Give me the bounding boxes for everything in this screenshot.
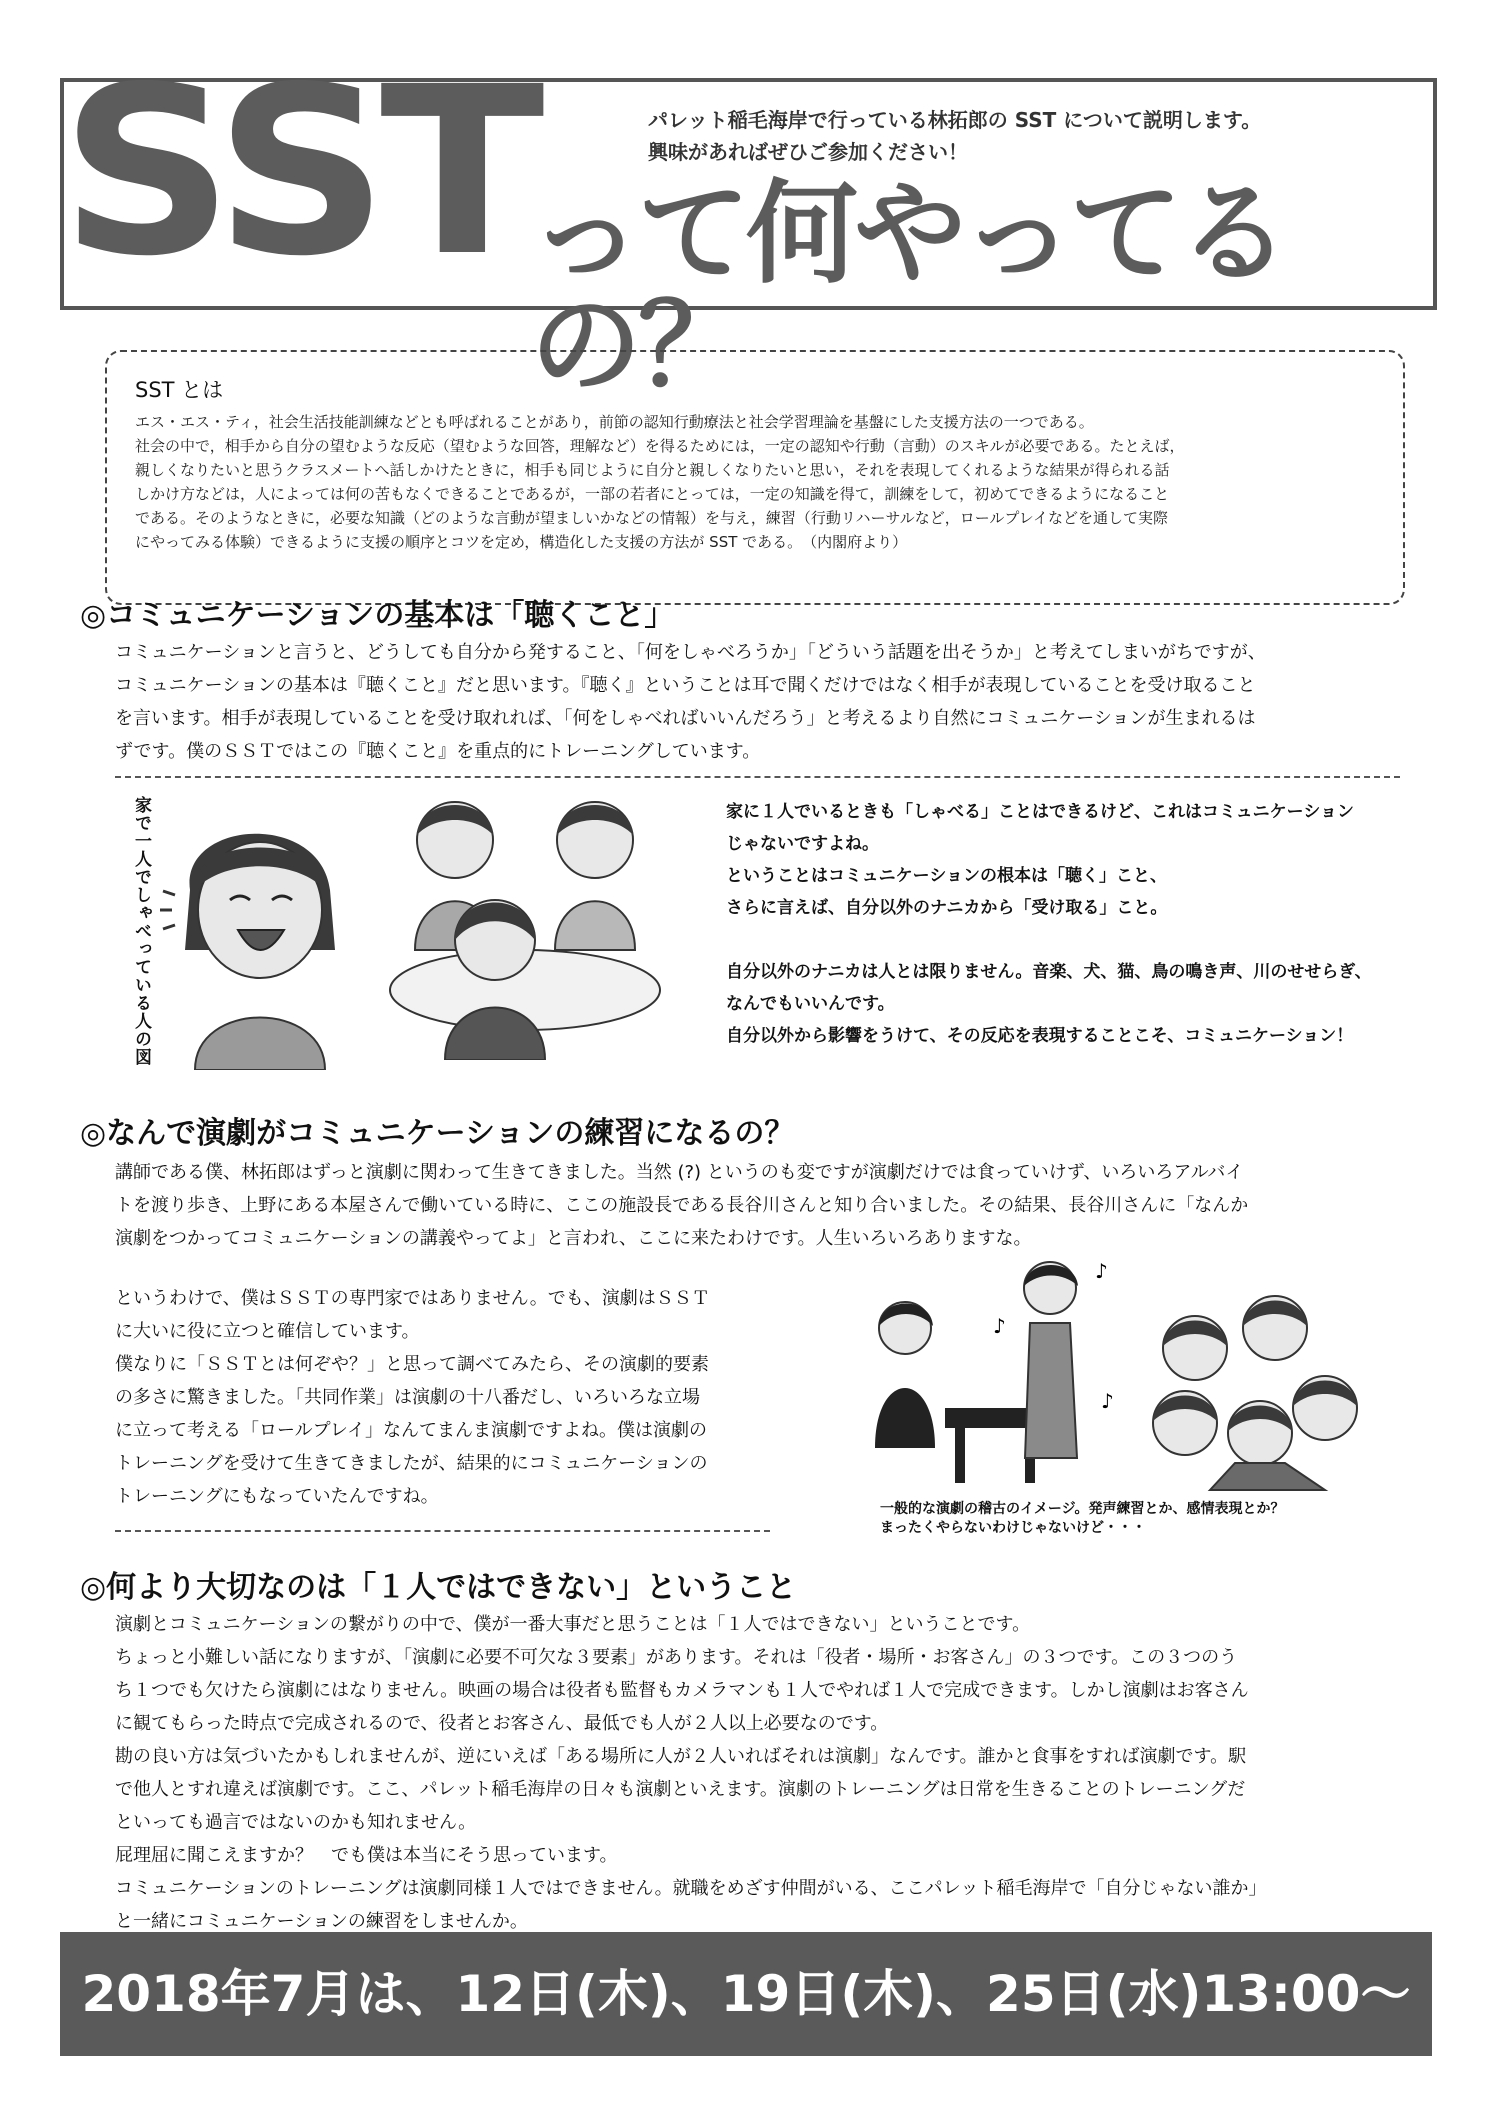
sst-box-title: SST とは [135,378,224,402]
section1-heading: ◎コミュニケーションの基本は「聴くこと」 [80,598,675,633]
sst-box-line: にやってみる体験）できるように支援の順序とコツを定め，構造化した支援の方法が SST である。 （内閣府より） [135,533,908,551]
svg-text:♪: ♪ [1101,1389,1114,1413]
sst-box-line: 親しくなりたいと思うクラスメートへ話しかけたときに，相手も同じように自分と親しくなりたいと思い，それを表現してくれるような結果が得られる話 [135,461,1170,479]
talking-person-illustration [160,800,360,1070]
section3-line: 屁理屈に聞こえますか？ でも僕は本当にそう思っています。 [115,1845,618,1866]
sst-box-line: しかけ方などは，人によっては何の苦もなくできることであるが，一部の若者にとっては，一定の知識を得て，訓練をして，初めてできるようになること [135,485,1170,503]
bold-line: さらに言えば、自分以外のナニカから「受け取る」こと。 [726,898,1168,918]
title-sst: SST [60,37,537,307]
section3-line: に観てもらった時点で完成されるので、役者とお客さん、最低でも人が２人以上必要なのです。 [115,1713,889,1734]
sst-box-line: エス・エス・ティ，社会生活技能訓練などとも呼ばれることがあり，前節の認知行動療法と社会学習理論を基盤にした支援方法の一つである。 [135,413,1094,431]
sst-definition-box [105,350,1405,605]
title-subtitle: って何やってるの？ [530,169,1286,411]
vertical-caption: 家で一人でしゃべっている人の図 [131,796,151,1066]
section1-line: を言います。相手が表現していることを受け取れれば、「何をしゃべればいいんだろう」と考えるより自然にコミュニケーションが生まれるは [115,708,1256,729]
caption-line: まったくやらないわけじゃないけど・・・ [880,1520,1146,1536]
bold-line: なんでもいいんです。 [726,994,895,1014]
section2-left-line: トレーニングを受けて生きてきましたが、結果的にコミュニケーションの [115,1453,708,1474]
section3-line: といっても過言ではないのかも知れません。 [115,1812,477,1833]
section2-left-line: トレーニングにもなっていたんですね。 [115,1486,439,1507]
section2-heading: ◎なんで演劇がコミュニケーションの練習になるの？ [80,1116,795,1151]
section2-left-line: というわけで、僕はＳＳＴの専門家ではありません。でも、演劇はＳＳＴ [115,1288,710,1309]
section2-body [115,1156,1248,1255]
svg-text:♪: ♪ [1095,1259,1108,1283]
section1-line: ずです。僕のＳＳＴではこの『聴くこと』を重点的にトレーニングしています。 [115,741,761,762]
schedule-text: 2018年7月は、12日(木)、19日(木)、25日(水)13:00～ [81,1965,1411,2023]
section1-body [115,636,1266,768]
separator [115,776,1400,778]
section3-line: 演劇とコミュニケーションの繋がりの中で、僕が一番大事だと思うことは「１人ではできない」ということです。 [115,1614,1031,1635]
intro-line-1: パレット稲毛海岸で行っている林拓郎の SST について説明します。 [648,108,1262,132]
bold-line: 自分以外から影響をうけて、その反応を表現することこそ、コミュニケーション！ [726,1026,1354,1046]
sst-box-line: 社会の中で，相手から自分の望むような反応（望むような回答，理解など）を得るためには，一定の認知や行動（言動）のスキルが必要である。たとえば， [135,437,1185,455]
bold-line: 自分以外のナニカは人とは限りません。音楽、犬、猫、鳥の鳴き声、川のせせらぎ、 [726,962,1372,982]
svg-text:♪: ♪ [993,1314,1006,1338]
section1-line: コミュニケーションと言うと、どうしても自分から発すること、「何をしゃべろうか」「どういう話題を出そうか」と考えてしまいがちですが、 [115,642,1266,663]
section2-line: トを渡り歩き、上野にある本屋さんで働いている時に、ここの施設長である長谷川さんと知り合いました。その結果、長谷川さんに「なんか [115,1195,1249,1216]
section2-left-line: に大いに役に立つと確信しています。 [115,1321,420,1342]
section3-line: ちょっと小難しい話になりますが、「演劇に必要不可欠な３要素」があります。それは「役者・場所・お客さん」の３つです。この３つのう [115,1647,1238,1668]
section2-line: 演劇をつかってコミュニケーションの講義やってよ」と言われ、ここに来たわけです。人生いろいろありますな。 [115,1228,1032,1249]
sst-box-line: である。そのようなときに，必要な知識（どのような言動が望ましいかなどの情報）を与え，練習（行動リハーサルなど，ロールプレイなどを通して実際 [135,509,1169,527]
group-conversation-illustration [385,790,675,1060]
bold-line-spacer [726,924,1372,956]
section3-heading: ◎何より大切なのは「１人ではできない」ということ [80,1570,797,1605]
section2-left-line: 僕なりに「ＳＳＴとは何ぞや？」と思って調べてみたら、その演劇的要素 [115,1354,709,1375]
bold-line: 家に１人でいるときも「しゃべる」ことはできるけど、これはコミュニケーション [726,802,1354,822]
section3-line: と一緒にコミュニケーションの練習をしませんか。 [115,1911,528,1932]
intro-line-2: 興味があればぜひご参加ください！ [648,140,968,164]
section3-line: で他人とすれ違えば演劇です。ここ、パレット稲毛海岸の日々も演劇といえます。演劇のトレーニングは日常を生きることのトレーニングだ [115,1779,1246,1800]
caption-line: 一般的な演劇の稽古のイメージ。発声練習とか、感情表現とか？ [880,1501,1285,1517]
section2-left-body [115,1282,710,1513]
section3-line: ち１つでも欠けたら演劇にはなりません。映画の場合は役者も監督もカメラマンも１人でやれば１人で完成できます。しかし演劇はお客さん [115,1680,1249,1701]
section3-body [115,1608,1266,1938]
section3-line: 勘の良い方は気づいたかもしれませんが、逆にいえば「ある場所に人が２人いればそれは演劇」なんです。誰かと食事をすれば演劇です。駅 [115,1746,1247,1767]
section3-line: コミュニケーションのトレーニングは演劇同様１人ではできません。就職をめざす仲間がいる、ここパレット稲毛海岸で「自分じゃない誰か」 [115,1878,1267,1899]
theater-practice-illustration [855,1258,1375,1493]
bold-line: じゃないですよね。 [726,834,879,854]
section2-left-line: の多さに驚きました。「共同作業」は演劇の十八番だし、いろいろな立場 [115,1387,700,1408]
section1-line: コミュニケーションの基本は『聴くこと』だと思います。『聴く』ということは耳で聞くだけではなく相手が表現していることを受け取ること [115,675,1256,696]
illustration-caption [880,1500,1284,1538]
section2-line: 講師である僕、林拓郎はずっと演劇に関わって生きてきました。当然 (?) というのも変ですが演劇だけでは食っていけず、いろいろアルバイ [115,1162,1244,1183]
separator [115,1530,770,1532]
section1-bold-text [726,796,1372,1052]
section2-left-line: に立って考える「ロールプレイ」なんてまんま演劇ですよね。僕は演劇の [115,1420,708,1441]
bold-line: ということはコミュニケーションの根本は「聴く」こと、 [726,866,1167,886]
